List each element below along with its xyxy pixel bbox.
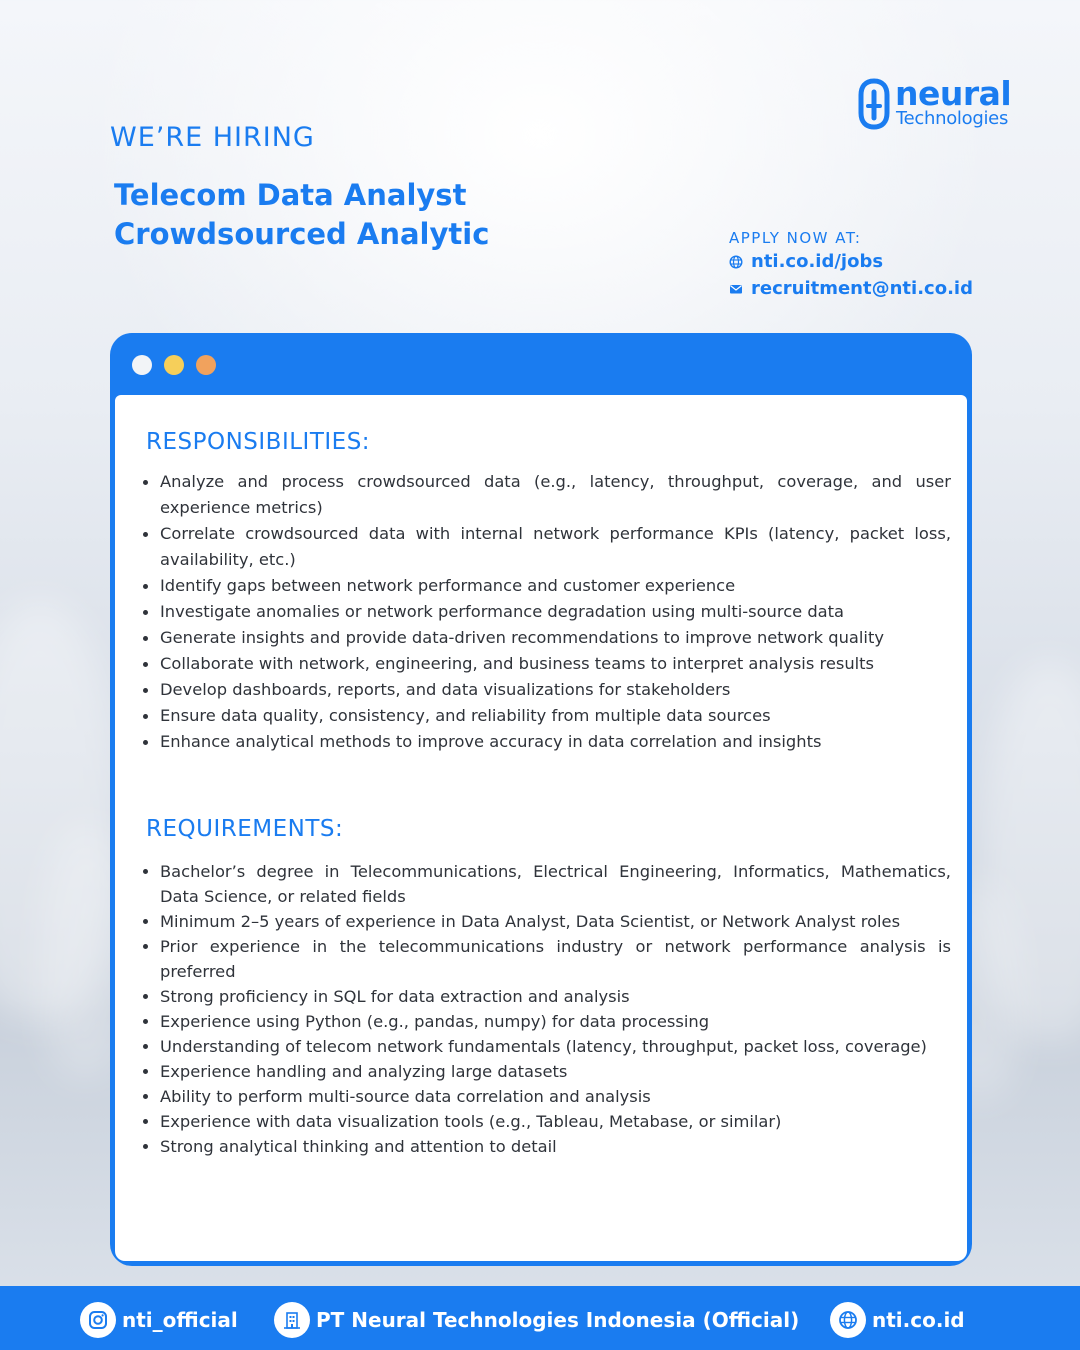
logo-mark-icon (858, 78, 890, 130)
hiring-kicker: WE’RE HIRING (110, 122, 315, 153)
footer-bar (0, 1286, 1080, 1350)
job-title (114, 176, 489, 254)
window-dot-yellow (164, 355, 184, 375)
job-details-window (110, 333, 972, 1266)
list-item: Identify gaps between network performance and customer experience (141, 573, 951, 599)
footer-instagram-link[interactable] (80, 1302, 238, 1338)
globe-icon (729, 255, 743, 269)
requirements-heading: REQUIREMENTS: (146, 816, 344, 842)
list-item: Prior experience in the telecommunications industry or network performance analysis is preferred (141, 934, 951, 984)
job-details-panel (115, 395, 967, 1261)
mail-icon (729, 282, 743, 296)
responsibilities-list (141, 469, 951, 755)
globe-icon (830, 1302, 866, 1338)
building-icon (274, 1302, 310, 1338)
apply-website-link[interactable] (729, 251, 883, 272)
list-item: Enhance analytical methods to improve accuracy in data correlation and insights (141, 729, 951, 755)
list-item: Ability to perform multi-source data correlation and analysis (141, 1084, 951, 1109)
list-item: Analyze and process crowdsourced data (e.g., latency, throughput, coverage, and user experience metrics) (141, 469, 951, 521)
apply-email-link[interactable] (729, 278, 973, 299)
list-item: Understanding of telecom network fundamentals (latency, throughput, packet loss, coverage) (141, 1034, 951, 1059)
window-controls (132, 355, 216, 375)
logo-subtitle: Technologies (896, 108, 1009, 129)
apply-label: APPLY NOW AT: (729, 229, 862, 247)
list-item: Experience using Python (e.g., pandas, numpy) for data processing (141, 1009, 951, 1034)
window-dot-orange (196, 355, 216, 375)
list-item: Strong analytical thinking and attention to detail (141, 1134, 951, 1159)
footer-company-text: PT Neural Technologies Indonesia (Official) (316, 1308, 800, 1332)
footer-company-link[interactable] (274, 1302, 799, 1338)
list-item: Collaborate with network, engineering, and business teams to interpret analysis results (141, 651, 951, 677)
logo-wordmark: neural (895, 74, 1012, 113)
list-item: Ensure data quality, consistency, and reliability from multiple data sources (141, 703, 951, 729)
list-item: Bachelor’s degree in Telecommunications, Electrical Engineering, Informatics, Mathematics, Data Science, or related fields (141, 859, 951, 909)
list-item: Minimum 2–5 years of experience in Data Analyst, Data Scientist, or Network Analyst roles (141, 909, 951, 934)
list-item: Correlate crowdsourced data with internal network performance KPIs (latency, packet loss, availability, etc.) (141, 521, 951, 573)
apply-website-text: nti.co.id/jobs (751, 251, 884, 272)
instagram-icon (80, 1302, 116, 1338)
list-item: Strong proficiency in SQL for data extraction and analysis (141, 984, 951, 1009)
requirements-list (141, 859, 951, 1159)
company-logo (858, 76, 1033, 134)
job-title-line-2: Crowdsourced Analytic (114, 217, 490, 251)
list-item: Experience handling and analyzing large datasets (141, 1059, 951, 1084)
window-dot-white (132, 355, 152, 375)
footer-instagram-text: nti_official (122, 1308, 238, 1332)
list-item: Investigate anomalies or network performance degradation using multi-source data (141, 599, 951, 625)
footer-website-link[interactable] (830, 1302, 965, 1338)
footer-website-text: nti.co.id (872, 1308, 965, 1332)
responsibilities-heading: RESPONSIBILITIES: (146, 429, 371, 455)
apply-email-text: recruitment@nti.co.id (751, 278, 973, 299)
list-item: Generate insights and provide data-driven recommendations to improve network quality (141, 625, 951, 651)
job-title-line-1: Telecom Data Analyst (114, 178, 467, 212)
list-item: Develop dashboards, reports, and data visualizations for stakeholders (141, 677, 951, 703)
list-item: Experience with data visualization tools (e.g., Tableau, Metabase, or similar) (141, 1109, 951, 1134)
